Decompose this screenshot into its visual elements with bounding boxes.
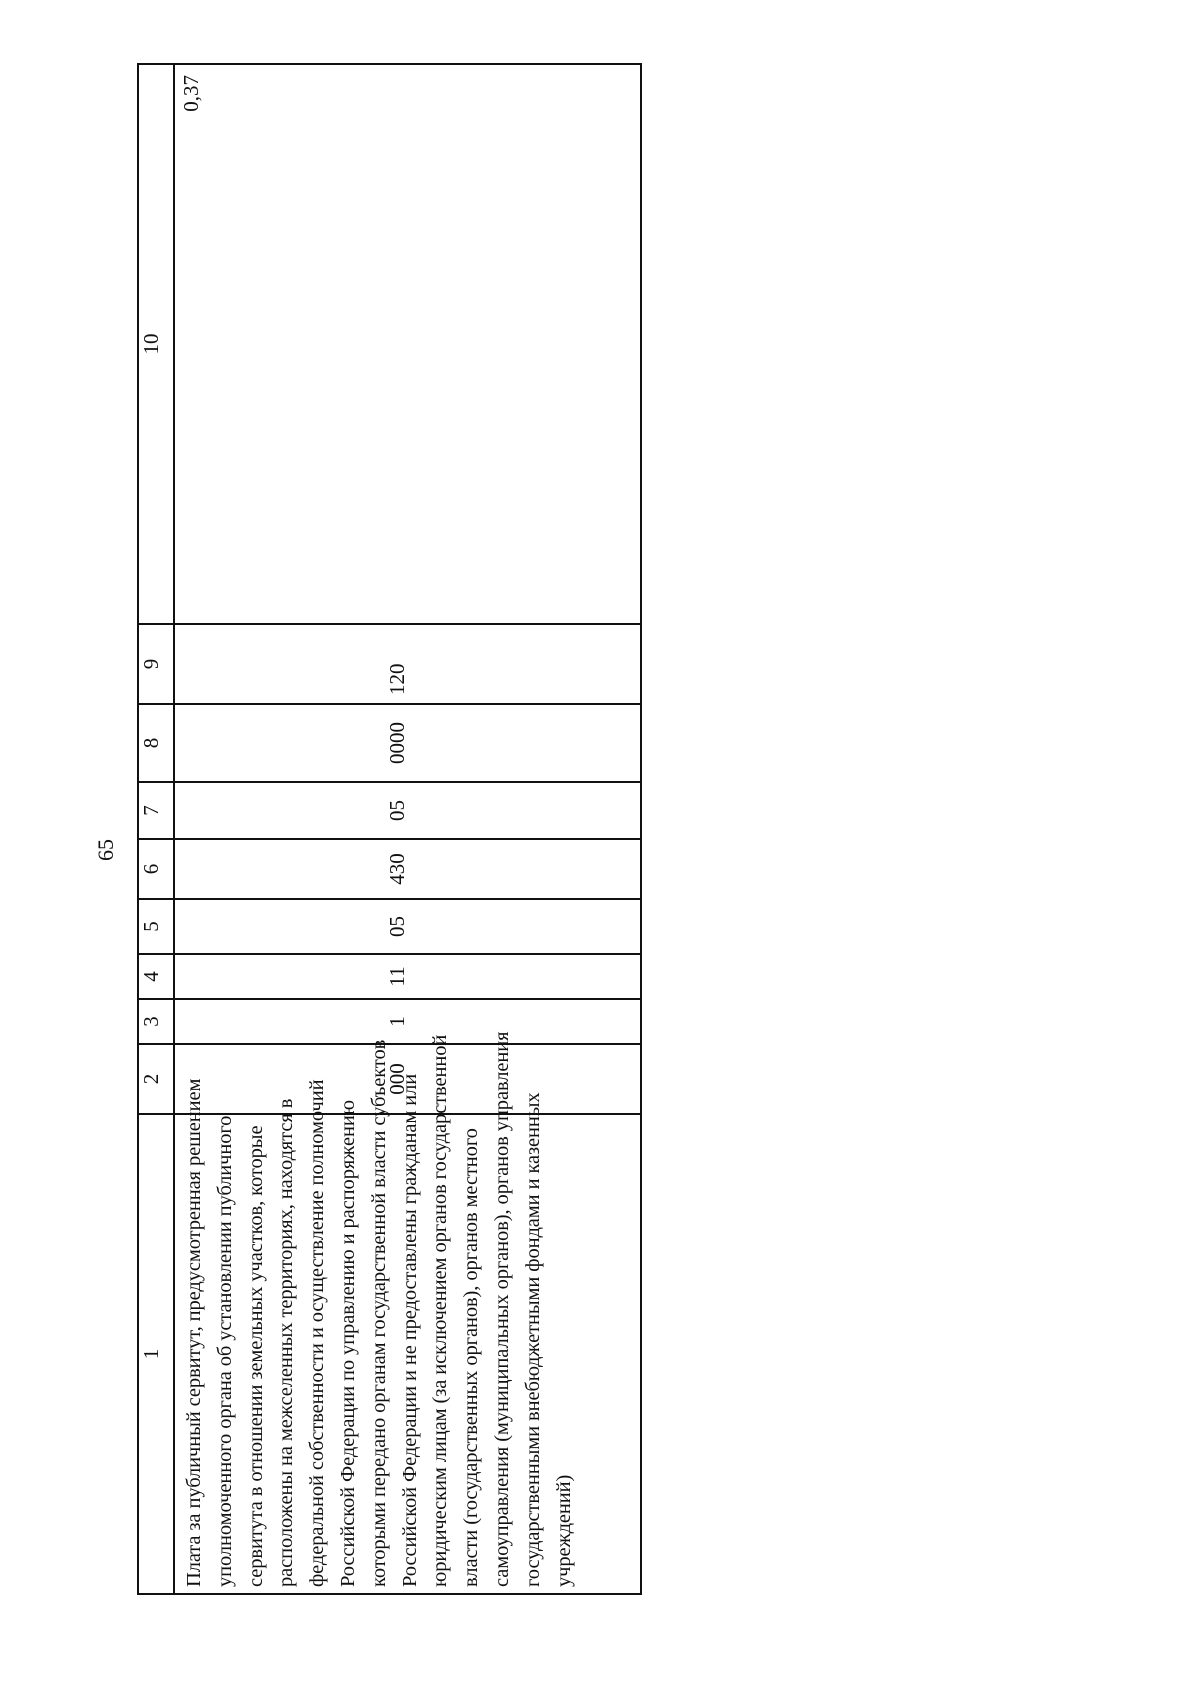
code-value: 120 bbox=[385, 663, 409, 695]
page-number: 65 bbox=[93, 839, 118, 861]
code-cell-4 bbox=[174, 954, 641, 999]
code-value: 1 bbox=[385, 1016, 409, 1027]
code-cell-9 bbox=[174, 624, 641, 704]
header-col-6: 6 bbox=[138, 839, 174, 899]
header-col-5: 5 bbox=[138, 899, 174, 954]
header-col-9: 9 bbox=[138, 624, 174, 704]
code-value: 05 bbox=[385, 916, 409, 937]
rotated-page-content bbox=[137, 65, 642, 1595]
header-col-10: 10 bbox=[138, 64, 174, 624]
code-value: 430 bbox=[385, 853, 409, 885]
header-col-1: 1 bbox=[138, 1114, 174, 1594]
code-cell-5 bbox=[174, 899, 641, 954]
table-header-row bbox=[138, 64, 174, 1594]
header-col-8: 8 bbox=[138, 704, 174, 782]
code-value: 000 bbox=[385, 1063, 409, 1095]
code-value: 0000 bbox=[385, 722, 409, 764]
header-col-3: 3 bbox=[138, 999, 174, 1044]
header-col-7: 7 bbox=[138, 782, 174, 839]
table-row bbox=[174, 64, 641, 1594]
table-wrapper bbox=[137, 65, 642, 1595]
code-cell-6 bbox=[174, 839, 641, 899]
budget-classification-table bbox=[137, 63, 642, 1595]
code-cell-3 bbox=[174, 999, 641, 1044]
code-cell-2 bbox=[174, 1044, 641, 1114]
header-col-4: 4 bbox=[138, 954, 174, 999]
row-description: Плата за публичный сервитут, предусмотренная решением уполномоченного органа об установлении публичного сервитута в отношении земельных участков, которые расположены на межселенных территориях, находятся в федеральной собственности и осуществление полномочий Российской Федерации по управлению и распоряжению которыми передано органам государственной власти субъектов Российской Федерации и не предоставлены гражданам или юридическим лицам (за исключением органов государственной власти (государственных органов), органов местного самоуправления (муниципальных органов), органов управления государственными внебюджетными фондами и казенных учреждений) bbox=[183, 1031, 575, 1587]
amount-cell bbox=[174, 64, 641, 624]
code-cell-7 bbox=[174, 782, 641, 839]
amount-value: 0,37 bbox=[179, 75, 203, 112]
code-value: 05 bbox=[385, 800, 409, 821]
code-cell-8 bbox=[174, 704, 641, 782]
code-value: 11 bbox=[385, 966, 409, 987]
header-col-2: 2 bbox=[138, 1044, 174, 1114]
